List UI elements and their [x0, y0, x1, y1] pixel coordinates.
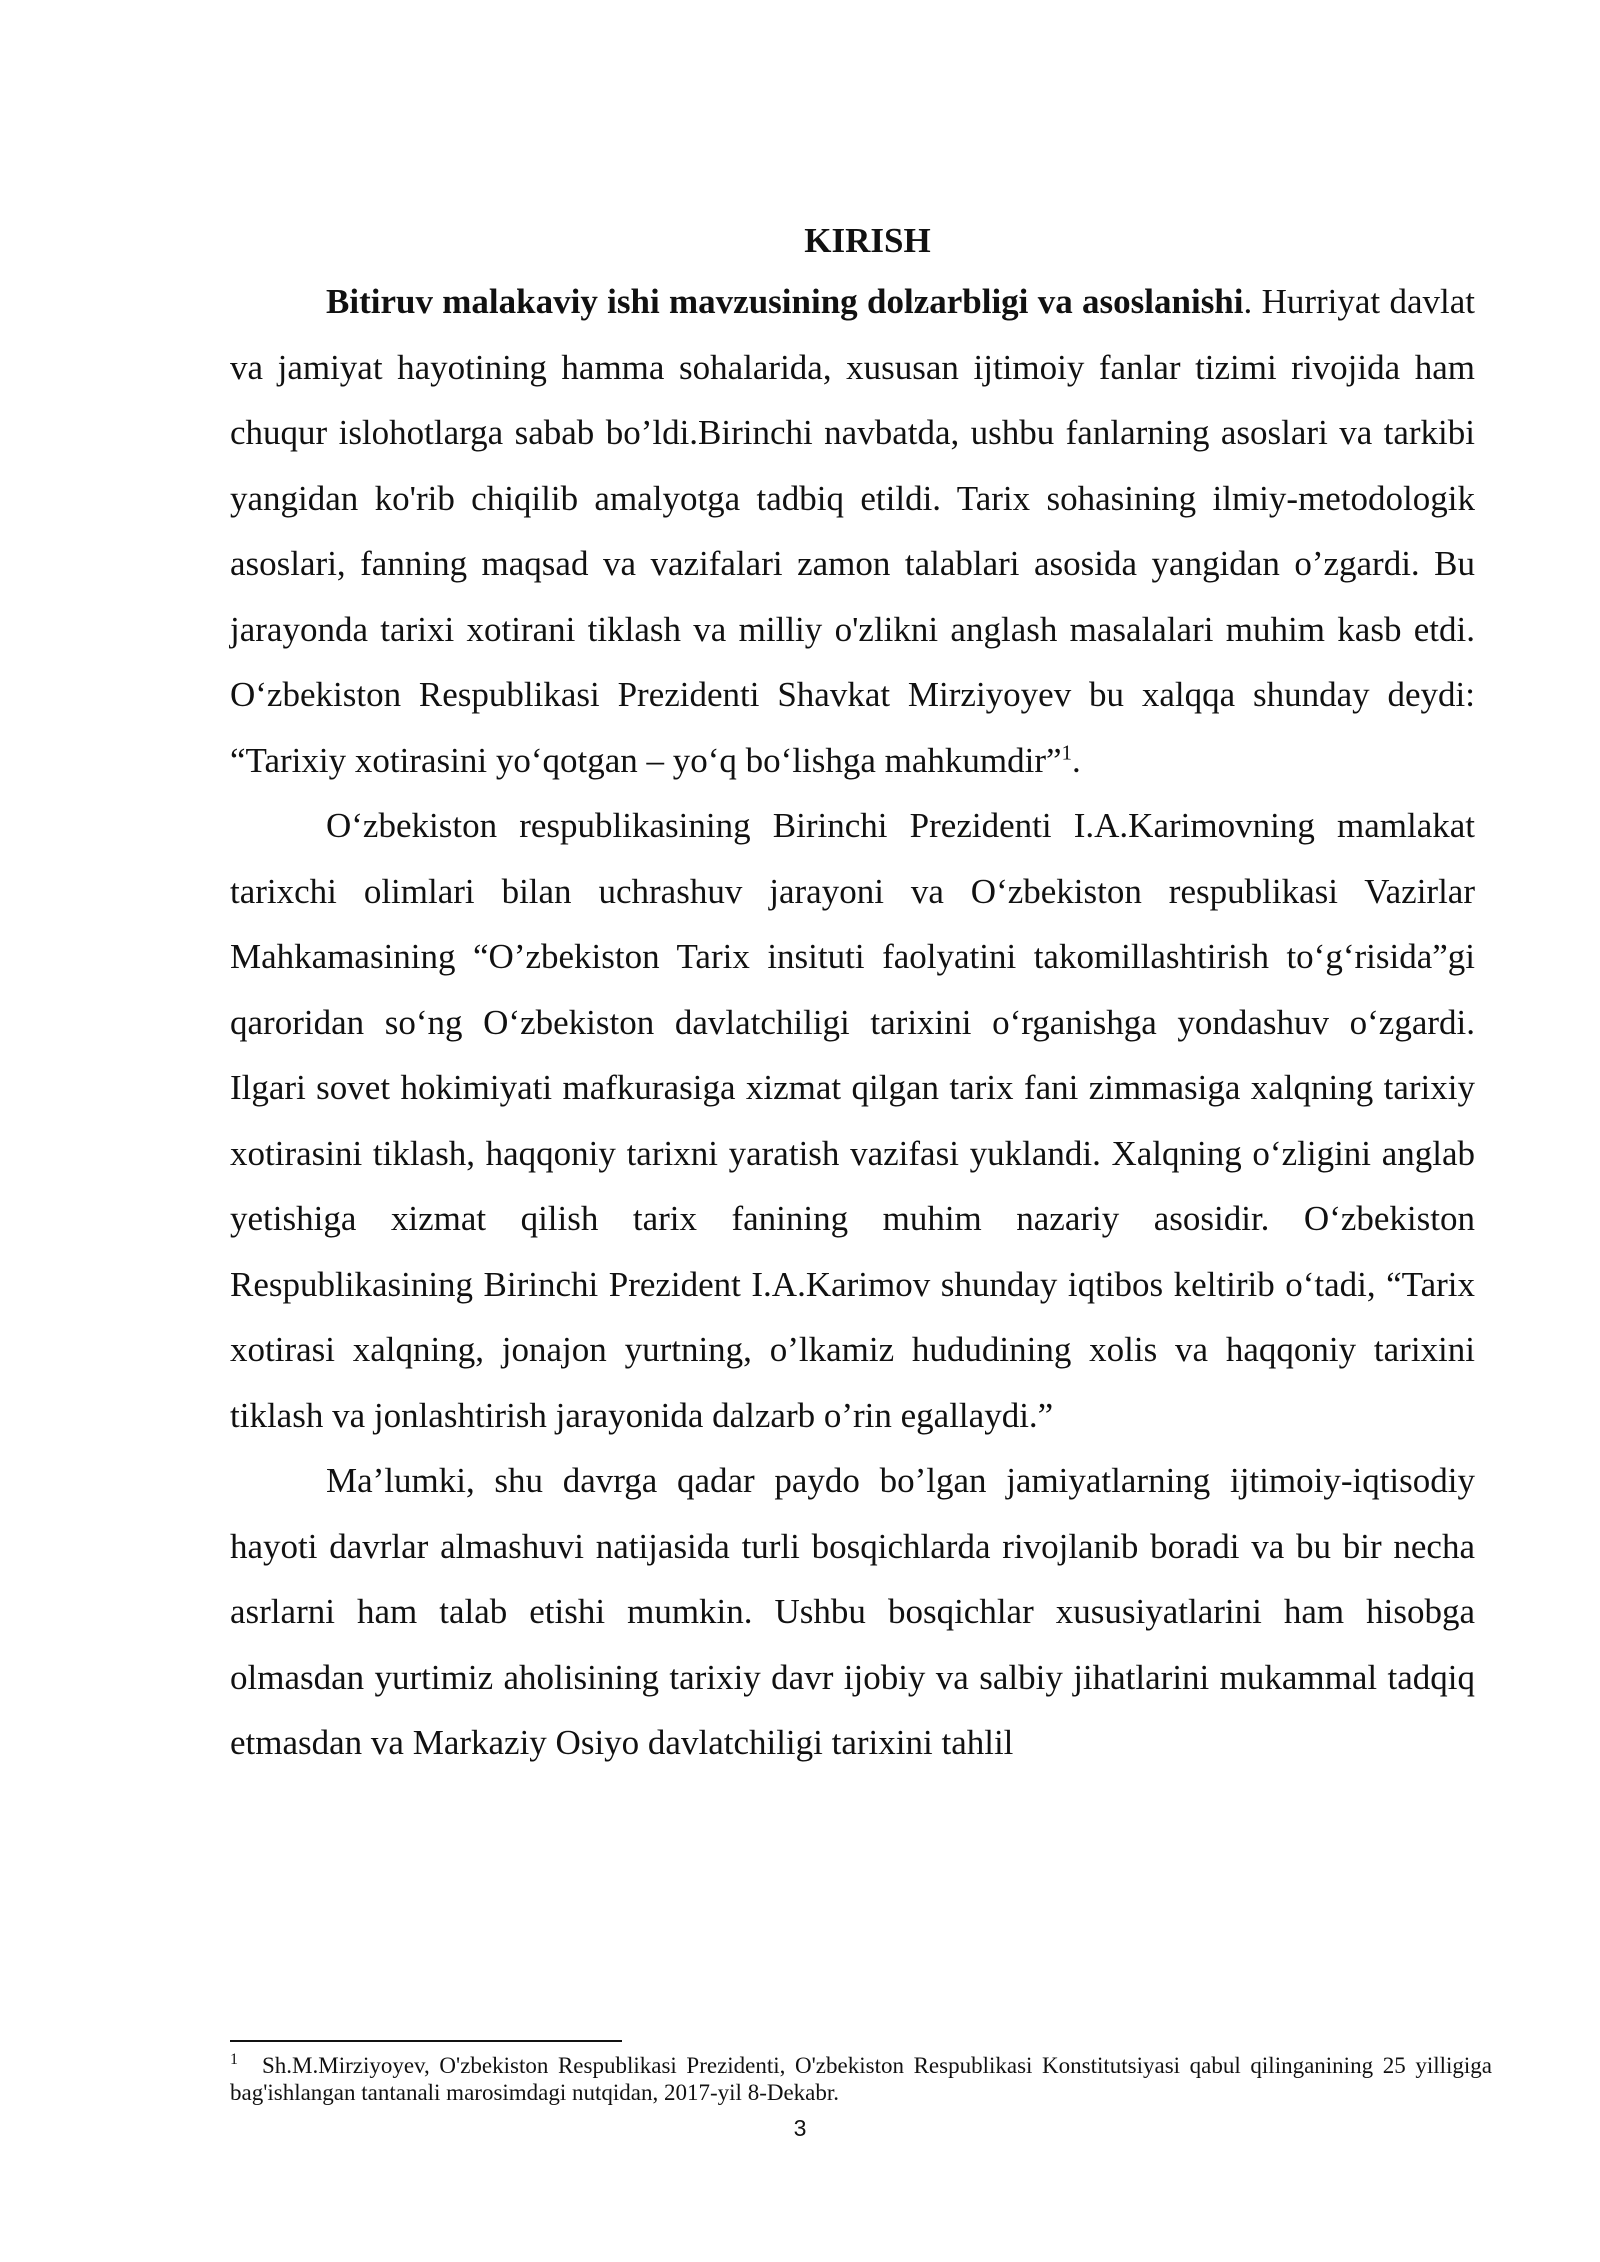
section-title: KIRISH: [804, 221, 931, 260]
paragraph-1-tail: .: [1072, 740, 1081, 780]
footnote-separator: [230, 2040, 622, 2042]
footnote-reference[interactable]: 1: [1061, 739, 1073, 764]
paragraph-1-lead: Bitiruv malakaviy ishi mavzusining dolzarbligi va asoslanishi: [326, 282, 1244, 321]
footnote: [230, 2052, 1492, 2106]
document-body: [230, 213, 1475, 1776]
paragraph-1-text: . Hurriyat davlat va jamiyat hayotining hamma sohalarida, xususan ijtimoiy fanlar tizimi rivojida ham chuqur islohotlarga sabab bo’ldi.Birinchi navbatda, ushbu fanlarning asoslari va tarkibi yangidan ko'rib chiqilib amalyotga tadbiq etildi. Tarix sohasining ilmiy-metodologik asoslari, fanning maqsad va vazifalari zamon talablari asosida yangidan o’zgardi. Bu jarayonda tarixi xotirani tiklash va milliy o'zlikni anglash masalalari muhim kasb etdi. O‘zbekiston Respublikasi Prezidenti Shavkat Mirziyoyev bu xalqqa shunday deydi: “Tarixiy xotirasini yo‘qotgan – yo‘q bo‘lishga mahkumdir”: [230, 282, 1475, 780]
footnote-marker: 1: [230, 2051, 238, 2069]
page-number: 3: [793, 2115, 807, 2141]
footnote-text: Sh.M.Mirziyoyev, O'zbekiston Respublikasi Prezidenti, O'zbekiston Respublikasi Konstitutsiyasi qabul qilinganining 25 yilligiga bag'ishlangan tantanali marosimdagi nutqidan, 2017-yil 8-Dekabr.: [230, 2053, 1492, 2105]
paragraph-2: O‘zbekiston respublikasining Birinchi Prezidenti I.A.Karimovning mamlakat tarixchi olimlari bilan uchrashuv jarayoni va O‘zbekiston respublikasi Vazirlar Mahkamasining “O’zbekiston Tarix insituti faolyatini takomillashtirish to‘g‘risida”gi qaroridan so‘ng O‘zbekiston davlatchiligi tarixini o‘rganishga yondashuv o‘zgardi. Ilgari sovet hokimiyati mafkurasiga xizmat qilgan tarix fani zimmasiga xalqning tarixiy xotirasini tiklash, haqqoniy tarixni yaratish vazifasi yuklandi. Xalqning o‘zligini anglab yetishiga xizmat qilish tarix fanining muhim nazariy asosidir. O‘zbekiston Respublikasining Birinchi Prezident I.A.Karimov shunday iqtibos keltirib o‘tadi, “Tarix xotirasi xalqning, jonajon yurtning, o’lkamiz hududining xolis va haqqoniy tarixini tiklash va jonlashtirish jarayonida dalzarb o’rin egallaydi.”: [230, 806, 1475, 1435]
paragraph-1: [230, 269, 1475, 793]
paragraph-3: Ma’lumki, shu davrga qadar paydo bo’lgan jamiyatlarning ijtimoiy-iqtisodiy hayoti davrlar almashuvi natijasida turli bosqichlarda rivojlanib boradi va bu bir necha asrlarni ham talab etishi mumkin. Ushbu bosqichlar xususiyatlarini ham hisobga olmasdan yurtimiz aholisining tarixiy davr ijobiy va salbiy jihatlarini mukammal tadqiq etmasdan va Markaziy Osiyo davlatchiligi tarixini tahlil: [230, 1461, 1475, 1762]
